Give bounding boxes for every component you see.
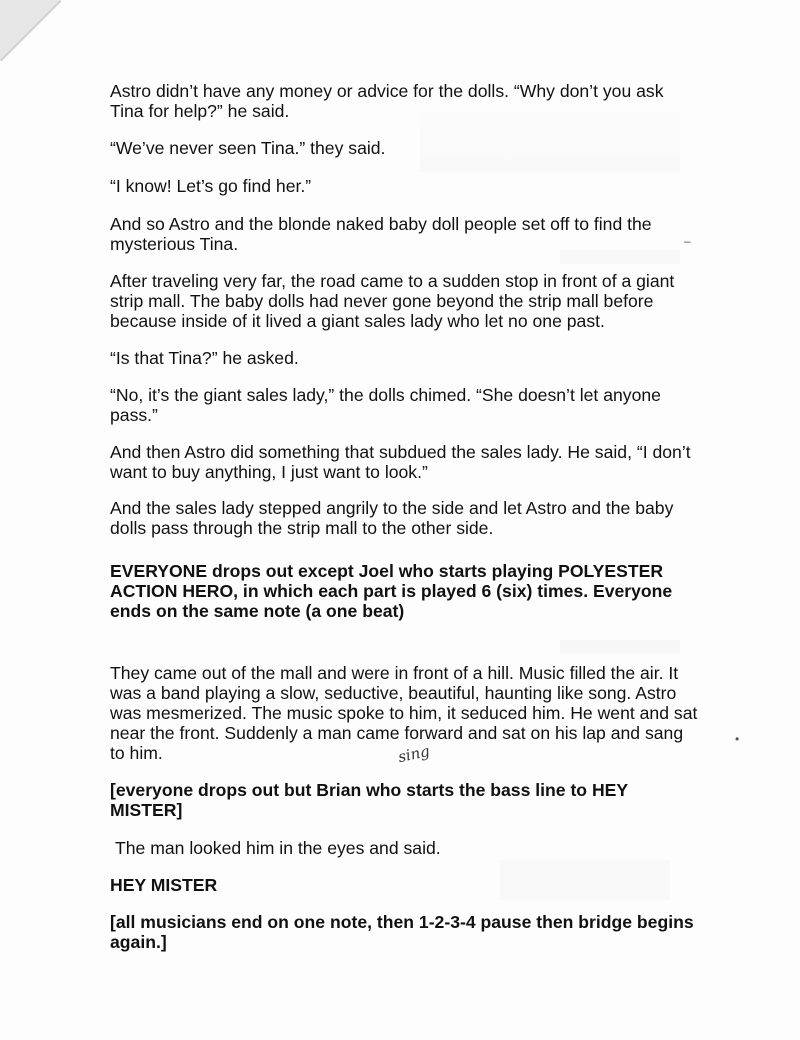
pen-mark: • (735, 732, 740, 746)
paragraph-giant-sales-lady: “No, it’s the giant sales lady,” the dolls chimed. “She doesn’t let anyone pass.” (110, 385, 661, 425)
stage-direction-polyester-action-hero: EVERYONE drops out except Joel who starts playing POLYESTER ACTION HERO, in which each part is played 6 (six) times. Everyone ends on the same note (a one beat) (110, 561, 673, 621)
paragraph-hill-music: They came out of the mall and were in front of a hill. Music filled the air. It was a band playing a slow, seductive, beautiful, haunting like song. Astro was mesmerized. The music spoke to him, it seduced him. He went and sat near the front. Suddenly a man came forward and sat on his lap and sang to him. (110, 663, 698, 763)
paragraph-looked-in-eyes: The man looked him in the eyes and said. (115, 838, 441, 858)
pen-mark: – (684, 234, 691, 248)
paragraph-strip-mall: After traveling very far, the road came to a sudden stop in front of a giant strip mall. The baby dolls had never gone beyond the strip mall before because inside of it lived a giant sales lady who let no one past. (110, 271, 675, 331)
paragraph-just-want-to-look: And then Astro did something that subdued the sales lady. He said, “I don’t want to buy anything, I just want to look.” (110, 442, 691, 482)
handwritten-annotation: sing (396, 741, 432, 767)
paragraph-astro-no-money: Astro didn’t have any money or advice for the dolls. “Why don’t you ask Tina for help?” he said. (110, 81, 664, 121)
paragraph-is-that-tina: “Is that Tina?” he asked. (110, 348, 299, 368)
stage-direction-bass-line: [everyone drops out but Brian who starts the bass line to HEY MISTER] (110, 780, 628, 820)
document-body (110, 81, 700, 968)
song-title-hey-mister: HEY MISTER (110, 875, 218, 895)
paragraph-lets-find-her: “I know! Let’s go find her.” (110, 176, 312, 196)
paragraph-set-off: And so Astro and the blonde naked baby doll people set off to find the mysterious Tina. (110, 214, 652, 254)
paragraph-never-seen-tina: “We’ve never seen Tina.” they said. (110, 138, 386, 158)
stage-direction-bridge: [all musicians end on one note, then 1-2-3-4 pause then bridge begins again.] (110, 912, 694, 952)
paragraph-pass-through-mall: And the sales lady stepped angrily to the side and let Astro and the baby dolls pass through the strip mall to the other side. (110, 498, 674, 538)
